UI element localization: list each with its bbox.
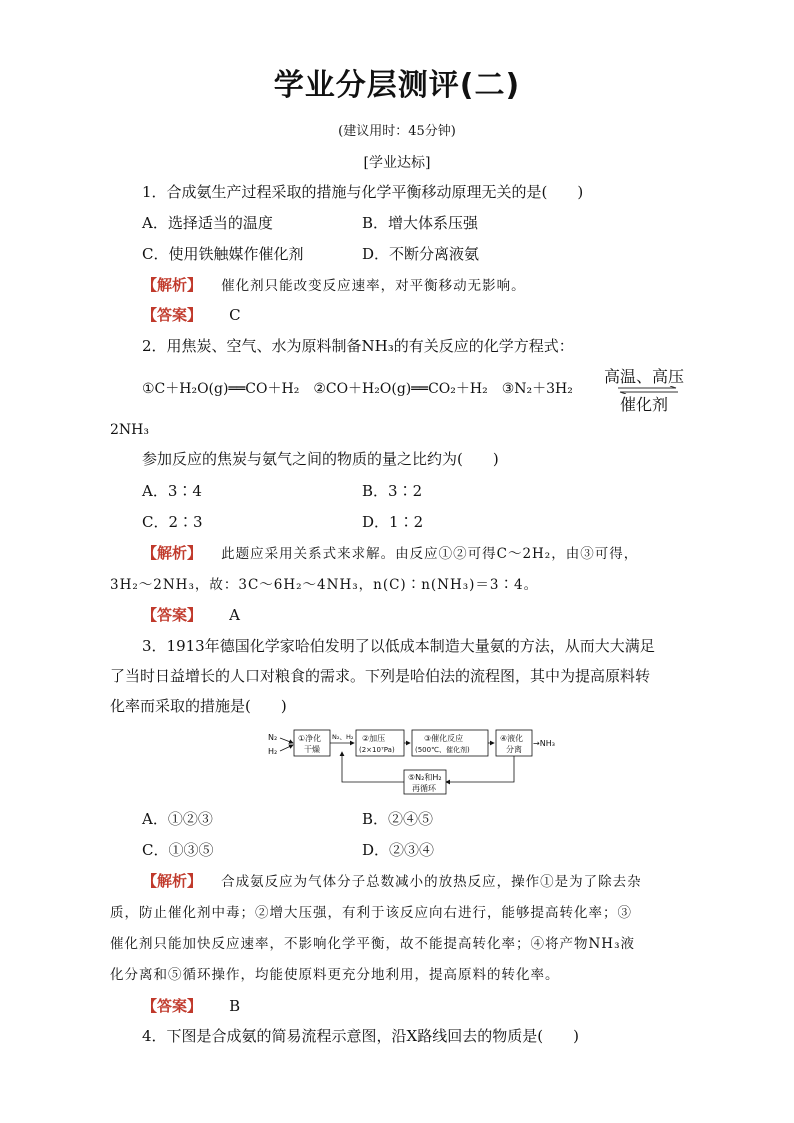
- q1-stem: 1．合成氨生产过程采取的措施与化学平衡移动原理无关的是( ): [142, 183, 584, 201]
- q1-option-c: C．使用铁触媒作催化剂: [142, 245, 304, 263]
- q2-answer-value: A: [229, 606, 240, 624]
- q2-option-d: D．1∶2: [362, 513, 424, 531]
- q1-answer: [142, 304, 241, 325]
- q2-product: 2NH₃: [110, 422, 149, 438]
- q2-equations: ①C＋H₂O(g)══CO＋H₂ ②CO＋H₂O(g)══CO₂＋H₂ ③N₂＋3H₂: [142, 381, 573, 397]
- flow-mid-label: N₂、H₂: [332, 733, 354, 741]
- analysis-tag: 【解析】: [142, 276, 203, 294]
- flow-input-n2: N₂: [268, 733, 278, 742]
- time-note: (建议用时：45分钟): [338, 124, 456, 139]
- q2-condition-top: 高温、高压: [604, 367, 685, 386]
- q1-option-b: B．增大体系压强: [362, 214, 479, 232]
- flow-input-h2: H₂: [268, 747, 278, 756]
- section-heading: [学业达标]: [363, 155, 431, 171]
- q2-answer: [142, 604, 240, 625]
- q3-option-c: C．①③⑤: [142, 841, 214, 859]
- answer-tag: 【答案】: [142, 306, 203, 324]
- haber-process-flowchart: [262, 726, 562, 796]
- q1-analysis-text: 催化剂只能改变反应速率，对平衡移动无影响。: [221, 278, 526, 294]
- flow-box-recycle-l2: 再循环: [412, 784, 436, 793]
- analysis-tag: 【解析】: [142, 872, 203, 890]
- q3-stem-3: 化率而采取的措施是( ): [110, 697, 287, 715]
- q2-analysis-text-1: 此题应采用关系式来求解。由反应①②可得C～2H₂，由③可得，: [221, 546, 639, 562]
- q3-stem-1: 3．1913年德国化学家哈伯发明了以低成本制造大量氨的方法，从而大大满足: [142, 637, 655, 655]
- page-title: 学业分层测评(二): [273, 68, 521, 103]
- q3-analysis: [142, 870, 642, 891]
- q2-condition-bottom: 催化剂: [620, 395, 669, 414]
- q3-option-b: B．②④⑤: [362, 810, 434, 828]
- flow-box-compress-l1: ②加压: [362, 734, 386, 743]
- answer-tag: 【答案】: [142, 997, 203, 1015]
- q4-stem: 4．下图是合成氨的简易流程示意图，沿X路线回去的物质是( ): [142, 1027, 579, 1045]
- q1-option-d: D．不断分离液氨: [362, 245, 480, 263]
- q3-option-d: D．②③④: [362, 841, 435, 859]
- q3-analysis-text-3: 催化剂只能加快反应速率，不影响化学平衡，故不能提高转化率；④将产物NH₃液: [110, 936, 635, 952]
- flow-output-nh3: →NH₃: [533, 739, 555, 748]
- flow-box-catalysis-l2: (500℃、催化剂): [415, 746, 470, 754]
- q3-stem-2: 了当时日益增长的人口对粮食的需求。下列是哈伯法的流程图，其中为提高原料转: [110, 667, 651, 685]
- q3-analysis-text-4: 化分离和⑤循环操作，均能使原料更充分地利用，提高原料的转化率。: [110, 967, 560, 983]
- q3-analysis-text-1: 合成氨反应为气体分子总数减小的放热反应，操作①是为了除去杂: [221, 874, 642, 890]
- q1-option-a: A．选择适当的温度: [142, 214, 273, 232]
- q2-stem-2: 参加反应的焦炭与氨气之间的物质的量之比约为( ): [142, 450, 499, 468]
- flow-box-purify-l2: 干燥: [304, 745, 320, 754]
- q2-option-c: C．2∶3: [142, 513, 203, 531]
- flow-box-catalysis-l1: ③催化反应: [424, 734, 464, 743]
- flow-box-compress-l2: (2×10⁷Pa): [359, 746, 395, 754]
- q1-answer-value: C: [229, 306, 241, 324]
- q2-analysis: [142, 542, 638, 563]
- q3-analysis-text-2: 质，防止催化剂中毒；②增大压强，有利于该反应向右进行，能够提高转化率；③: [110, 905, 632, 921]
- q2-analysis-text-2: 3H₂～2NH₃，故：3C～6H₂～4NH₃，n(C)∶n(NH₃)＝3∶4。: [110, 577, 539, 593]
- analysis-tag: 【解析】: [142, 544, 203, 562]
- q3-answer-value: B: [229, 997, 241, 1015]
- flow-box-recycle-l1: ⑤N₂和H₂: [408, 773, 442, 782]
- q3-answer: [142, 995, 240, 1016]
- q2-option-b: B．3∶2: [362, 482, 423, 500]
- flow-box-purify-l1: ①净化: [298, 734, 322, 743]
- q2-stem: 2．用焦炭、空气、水为原料制备NH₃的有关反应的化学方程式：: [142, 337, 574, 355]
- q1-analysis: [142, 274, 526, 295]
- flow-box-liquefy-l1: ④液化: [500, 734, 524, 743]
- flow-box-liquefy-l2: 分离: [506, 745, 522, 754]
- answer-tag: 【答案】: [142, 606, 203, 624]
- q2-option-a: A．3∶4: [142, 482, 202, 500]
- q3-option-a: A．①②③: [142, 810, 213, 828]
